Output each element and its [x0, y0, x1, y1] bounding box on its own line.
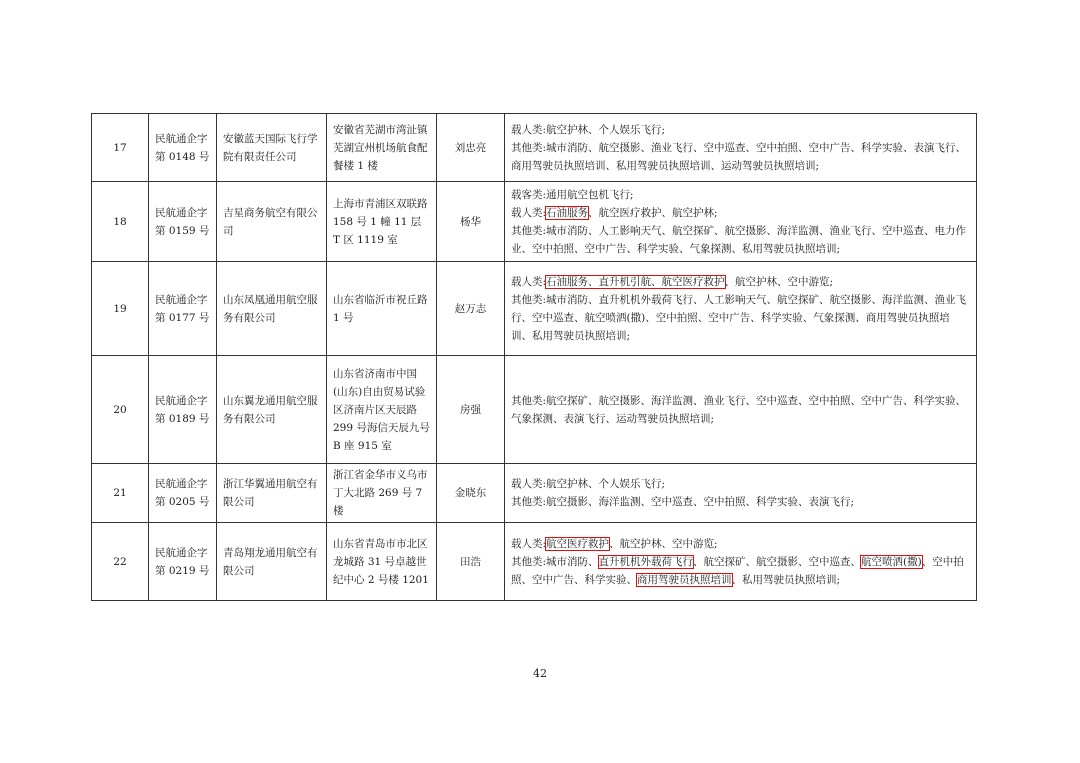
scope-text: 其他类:城市消防、 [511, 555, 599, 568]
scope-line [511, 291, 970, 345]
scope-line [511, 186, 970, 204]
scope-text: 载人类: [511, 206, 547, 219]
business-scope [505, 262, 977, 356]
business-scope [505, 182, 977, 262]
table-row [92, 114, 977, 182]
permit-number: 民航通企字第 0177 号 [149, 262, 217, 356]
license-table [91, 113, 977, 601]
scope-text: 载人类: [511, 275, 547, 288]
legal-representative: 田浩 [437, 523, 505, 601]
table-row [92, 523, 977, 601]
scope-text: 其他类:城市消防、人工影响天气、航空探矿、航空摄影、海洋监测、渔业飞行、空中巡查、电力作业、空中拍照、空中广告、科学实验、气象探测、私用驾驶员执照培训; [511, 224, 967, 255]
highlighted-scope-item: 石油服务、直升机引航、航空医疗救护 [546, 275, 725, 288]
scope-text: 载人类: [511, 537, 547, 550]
permit-number: 民航通企字第 0219 号 [149, 523, 217, 601]
table-row [92, 182, 977, 262]
business-scope [505, 114, 977, 182]
highlighted-scope-item: 航空喷洒(撒) [861, 555, 922, 568]
company-name: 山东翼龙通用航空服务有限公司 [217, 356, 327, 464]
company-address: 山东省济南市中国(山东)自由贸易试验区济南片区天辰路 299 号海信天辰九号 B 座 915 室 [327, 356, 437, 464]
scope-text: 其他类:城市消防、直升机机外载荷飞行、人工影响天气、航空探矿、航空摄影、海洋监测、渔业飞行、空中巡查、航空喷洒(撒)、空中拍照、空中广告、科学实验、气象探测、商用驾驶员执照培训、私用驾驶员执照培训; [511, 293, 967, 342]
legal-representative: 赵万志 [437, 262, 505, 356]
scope-text: 载人类:航空护林、个人娱乐飞行; [511, 123, 666, 136]
table-row [92, 262, 977, 356]
table-row [92, 356, 977, 464]
company-name: 浙江华翼通用航空有限公司 [217, 464, 327, 523]
company-name: 青岛翔龙通用航空有限公司 [217, 523, 327, 601]
scope-line [511, 273, 970, 291]
table-row [92, 464, 977, 523]
row-number: 22 [92, 523, 149, 601]
page-number: 42 [533, 667, 547, 680]
scope-text: 、航空护林、空中游览; [609, 537, 718, 550]
company-address: 安徽省芜湖市湾沚镇芜湖宣州机场航食配餐楼 1 楼 [327, 114, 437, 182]
row-number: 19 [92, 262, 149, 356]
permit-number: 民航通企字第 0148 号 [149, 114, 217, 182]
scope-line [511, 222, 970, 258]
legal-representative: 房强 [437, 356, 505, 464]
legal-representative: 金晓东 [437, 464, 505, 523]
scope-text: 、航空探矿、航空摄影、空中巡查、 [693, 555, 862, 568]
legal-representative: 刘忠亮 [437, 114, 505, 182]
scope-text: 其他类:航空摄影、海洋监测、空中巡查、空中拍照、科学实验、表演飞行; [511, 496, 855, 508]
scope-line [511, 392, 970, 428]
scope-line [511, 475, 970, 493]
scope-line [511, 535, 970, 553]
scope-line [511, 121, 970, 139]
scope-text: 、私用驾驶员执照培训; [731, 573, 841, 586]
legal-representative: 杨华 [437, 182, 505, 262]
company-address: 上海市青浦区双联路 158 号 1 幢 11 层 T 区 1119 室 [327, 182, 437, 262]
scope-line [511, 553, 970, 589]
company-address: 浙江省金华市义乌市丁大北路 269 号 7 楼 [327, 464, 437, 523]
scope-text: 其他类:城市消防、航空摄影、渔业飞行、空中巡查、空中拍照、空中广告、科学实验、表演飞行、商用驾驶员执照培训、私用驾驶员执照培训、运动驾驶员执照培训; [511, 141, 967, 172]
business-scope [505, 523, 977, 601]
scope-text: 、航空医疗救护、航空护林; [588, 206, 718, 219]
scope-text: 载客类:通用航空包机飞行; [511, 188, 634, 201]
scope-line [511, 493, 970, 511]
highlighted-scope-item: 石油服务 [546, 206, 589, 219]
permit-number: 民航通企字第 0205 号 [149, 464, 217, 523]
row-number: 17 [92, 114, 149, 182]
highlighted-scope-item: 航空医疗救护 [546, 537, 610, 550]
company-name: 山东凤凰通用航空服务有限公司 [217, 262, 327, 356]
company-name: 安徽蓝天国际飞行学院有限责任公司 [217, 114, 327, 182]
scope-text: 、航空护林、空中游览; [724, 275, 834, 288]
scope-text: 载人类:航空护林、个人娱乐飞行; [511, 478, 666, 490]
company-name: 吉星商务航空有限公司 [217, 182, 327, 262]
business-scope [505, 464, 977, 523]
scope-text: 、空中拍照、空中广告、科学实验、 [511, 555, 964, 586]
row-number: 20 [92, 356, 149, 464]
row-number: 21 [92, 464, 149, 523]
highlighted-scope-item: 直升机机外载荷飞行 [598, 555, 694, 568]
highlighted-scope-item: 商用驾驶员执照培训 [637, 573, 732, 586]
row-number: 18 [92, 182, 149, 262]
scope-line [511, 139, 970, 175]
scope-line [511, 204, 970, 222]
business-scope [505, 356, 977, 464]
company-address: 山东省临沂市祝丘路 1 号 [327, 262, 437, 356]
scope-text: 其他类:航空探矿、航空摄影、海洋监测、渔业飞行、空中巡查、空中拍照、空中广告、科学实验、气象探测、表演飞行、运动驾驶员执照培训; [511, 394, 967, 425]
permit-number: 民航通企字第 0159 号 [149, 182, 217, 262]
permit-number: 民航通企字第 0189 号 [149, 356, 217, 464]
company-address: 山东省青岛市市北区龙城路 31 号卓越世纪中心 2 号楼 1201 [327, 523, 437, 601]
